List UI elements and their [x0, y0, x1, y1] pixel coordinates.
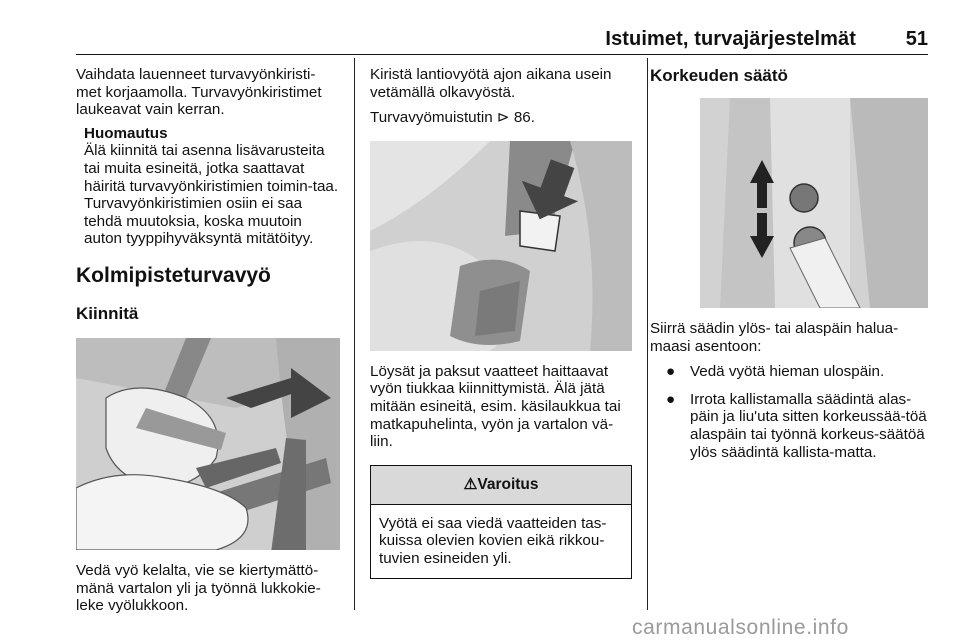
clothing-paragraph: Löysät ja paksut vaatteet haittaavat vyön tiukkaa kiinnittymistä. Älä jätä mitään esineitä, esim. käsilaukkua tai matkapuhelinta, vyön ja vartalon vä-liin. — [370, 362, 621, 451]
page-title: Istuimet, turvajärjestelmät — [605, 28, 856, 50]
column-2 — [370, 66, 632, 579]
column-divider-1 — [354, 58, 355, 610]
warning-box — [370, 465, 632, 579]
section-heading: Kolmipisteturvavyö — [76, 263, 271, 287]
height-adjuster-illustration — [700, 98, 928, 308]
column-3 — [650, 66, 928, 471]
reminder-paragraph: Turvavyömuistutin ⊳ 86. — [370, 109, 535, 127]
note-text: Älä kiinnitä tai asenna lisävarusteita tai muita esineitä, jotka saattavat häiritä turvavyönkiristimien toimin-taa. Turvavyönkiristimien osiin ei saa tehdä muutoksia, koska muutoin auton tyyppihyväksyntä mitätöityy. — [84, 142, 339, 248]
list-item — [650, 391, 928, 461]
list-item — [650, 363, 928, 381]
column-1 — [76, 66, 340, 615]
warning-label: Varoitus — [477, 475, 539, 493]
bullet-icon: ● — [666, 390, 676, 408]
warning-text: Vyötä ei saa viedä vaatteiden tas-kuissa olevien kovien eikä rikkou-tuvien esineiden yli. — [379, 514, 607, 567]
height-adjust-heading: Korkeuden säätö — [650, 66, 788, 85]
warning-icon: ⚠ — [463, 475, 478, 493]
tighten-paragraph: Kiristä lantiovyötä ajon aikana usein vetämällä olkavyöstä. — [370, 66, 612, 101]
adjust-steps-list — [650, 363, 928, 461]
note-box — [76, 125, 340, 248]
watermark: carmanualsonline.info — [632, 616, 849, 639]
column-divider-2 — [647, 58, 648, 610]
page-number: 51 — [905, 28, 928, 50]
list-item-text: Irrota kallistamalla säädintä alas-päin ja liu'uta sitten korkeussää-töä alaspäin tai työnnä korkeus-säätöä ylös säädintä kallista-matta. — [690, 390, 927, 461]
fastening-paragraph: Vedä vyö kelalta, vie se kiertymättö-mänä vartalon yli ja työnnä lukkokie-leke vyölukkoon. — [76, 561, 321, 615]
adjust-paragraph: Siirrä säädin ylös- tai alaspäin halua-maasi asentoon: — [650, 320, 899, 355]
bullet-icon: ● — [666, 363, 676, 381]
list-item-text: Vedä vyötä hieman ulospäin. — [690, 363, 885, 381]
page-header — [76, 26, 928, 52]
intro-paragraph: Vaihdata lauenneet turvavyönkiristi-met korjaamolla. Turvavyönkiristimet laukeavat vain kerran. — [76, 66, 322, 119]
note-label: Huomautus — [84, 124, 168, 142]
subsection-heading: Kiinnitä — [76, 303, 139, 323]
warning-header — [371, 466, 631, 505]
header-rule — [76, 54, 928, 55]
belt-buckle-illustration — [370, 141, 632, 351]
belt-fastening-illustration — [76, 338, 340, 550]
